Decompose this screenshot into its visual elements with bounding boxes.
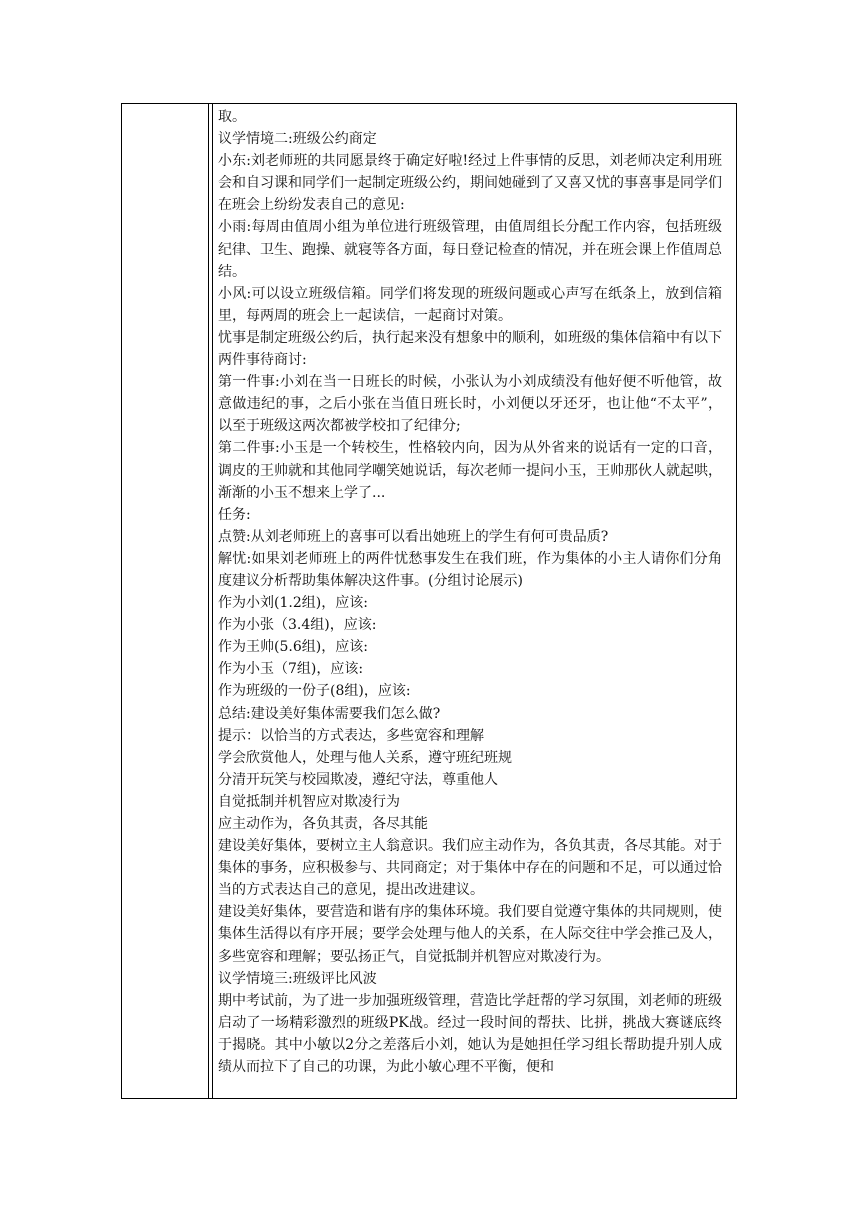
para-xiaofeng: 小风:可以设立班级信箱。同学们将发现的班级问题或心声写在纸条上，放到信箱里，每两周的班会上一起读信，一起商讨对策。 — [218, 285, 722, 324]
role-class-member: 作为班级的一份子(8组)，应该: — [218, 683, 411, 700]
conclusion-para-2: 建设美好集体，要营造和谐有序的集体环境。我们要自觉遵守集体的共同规则，使集体生活得以有序开展；要学会处理与他人的关系，在人际交往中学会推己及人，多些宽容和理解；要弘扬正气，自觉抵制并机智应对欺凌行为。 — [218, 904, 722, 965]
para-first-matter: 第一件事:小刘在当一日班长的时候，小张认为小刘成绩没有他好便不听他管，故意做违纪的事，之后小张在当值日班长时，小刘便以牙还牙，也让他“不太平”，以至于班级这两次都被学校扣了纪律分; — [218, 374, 722, 435]
hint-line: 自觉抵制并机智应对欺凌行为 — [218, 793, 400, 810]
role-wangshuai: 作为王帅(5.6组)，应该: — [218, 639, 368, 656]
lesson-table — [121, 103, 737, 1099]
content-cell — [218, 106, 722, 1078]
section-heading: 议学情境二:班级公约商定 — [218, 131, 377, 148]
conclusion-para-1: 建设美好集体，要树立主人翁意识。我们应主动作为，各负其责，各尽其能。对于集体的事务，应积极参与、共同商定；对于集体中存在的问题和不足，可以通过恰当的方式表达自己的意见，提出改进建议。 — [218, 838, 722, 899]
section-heading: 议学情境三:班级评比风波 — [218, 970, 377, 987]
hint-line: 学会欣赏他人，处理与他人关系，遵守班纪班规 — [218, 749, 512, 766]
para-xiaoyu: 小雨:每周由值周小组为单位进行班级管理，由值周组长分配工作内容，包括班级纪律、卫生、跑操、就寝等各方面，每日登记检查的情况，并在班会课上作值周总结。 — [218, 219, 722, 280]
column-divider — [208, 104, 209, 1098]
hint-line: 应主动作为，各负其责，各尽其能 — [218, 816, 428, 832]
para-scenario-three: 期中考试前，为了进一步加强班级管理，营造比学赶帮的学习氛围，刘老师的班级启动了一场精彩激烈的班级PK战。经过一段时间的帮扶、比拼，挑战大赛谜底终于揭晓。其中小敏以2分之差落后小刘，她认为是她担任学习组长帮助提升别人成绩从而拉下了自己的功课，为此小敏心理不平衡，便和 — [218, 992, 722, 1076]
role-xiaoliu: 作为小刘(1.2组)，应该: — [218, 595, 368, 612]
para-second-matter: 第二件事:小玉是一个转校生，性格较内向，因为从外省来的说话有一定的口音，调皮的王帅就和其他同学嘲笑她说话，每次老师一提问小玉，王帅那伙人就起哄，渐渐的小玉不想来上学了... — [218, 440, 722, 501]
task-heading: 任务: — [218, 506, 251, 523]
hint-line: 提示：以恰当的方式表达，多些宽容和理解 — [218, 727, 484, 744]
para-line: 取。 — [218, 109, 246, 125]
column-divider-inner — [212, 104, 213, 1098]
para-xiaodong: 小东:刘老师班的共同愿景终于确定好啦!经过上件事情的反思，刘老师决定利用班会和自习课和同学们一起制定班级公约，期间她碰到了又喜又忧的事喜事是同学们在班会上纷纷发表自己的意见: — [218, 153, 722, 214]
para-worry: 忧事是制定班级公约后，执行起来没有想象中的顺利，如班级的集体信箱中有以下两件事待商讨: — [218, 329, 722, 369]
role-xiaoyu: 作为小玉（7组)，应该: — [218, 661, 364, 678]
task-solve: 解忧:如果刘老师班上的两件忧愁事发生在我们班，作为集体的小主人请你们分角度建议分析帮助集体解决这件事。(分组讨论展示) — [218, 550, 722, 589]
hint-line: 分清开玩笑与校园欺凌，遵纪守法，尊重他人 — [218, 771, 498, 788]
task-praise: 点赞:从刘老师班上的喜事可以看出她班上的学生有何可贵品质? — [218, 528, 609, 545]
summary-question: 总结:建设美好集体需要我们怎么做? — [218, 705, 441, 722]
role-xiaozhang: 作为小张（3.4组)，应该: — [218, 617, 377, 634]
